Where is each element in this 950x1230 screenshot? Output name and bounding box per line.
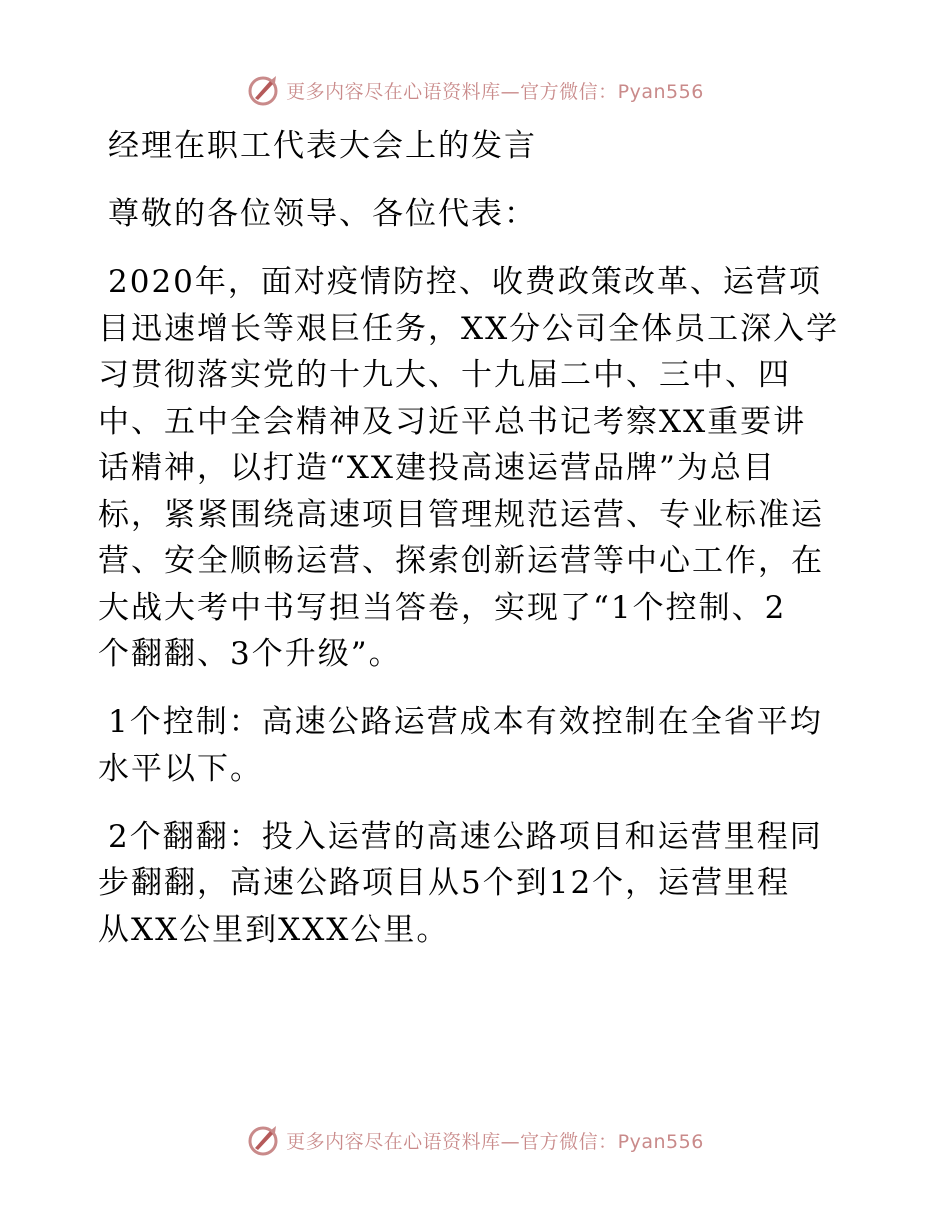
- body-line: 个翻翻、3个升级”。: [98, 636, 402, 672]
- watermark-banner-top: [0, 70, 950, 110]
- body-line: 2020年，面对疫情防控、收费政策改革、运营项: [108, 264, 822, 300]
- watermark-banner-bottom: [0, 1120, 950, 1160]
- item-1-line: 水平以下。: [98, 750, 263, 787]
- item-1-line: 1个控制：高速公路运营成本有效控制在全省平均: [108, 704, 823, 740]
- watermark-text: 更多内容尽在心语资料库—官方微信：Pyan556: [286, 80, 704, 103]
- item-2-line: 2个翻翻：投入运营的高速公路项目和运营里程同: [108, 818, 823, 855]
- watermark-text: 更多内容尽在心语资料库—官方微信：Pyan556: [286, 1130, 704, 1153]
- page-title: [98, 124, 858, 168]
- document-body: [98, 124, 858, 952]
- body-line: 目迅速增长等艰巨任务，XX分公司全体员工深入学: [98, 310, 840, 347]
- greeting: [98, 192, 858, 236]
- item-2-line: 步翻翻，高速公路项目从5个到12个，运营里程: [98, 865, 791, 901]
- body-line: 习贯彻落实党的十九大、十九届二中、三中、四: [98, 357, 791, 393]
- quill-pen-logo-icon: [246, 73, 280, 107]
- body-line: 中、五中全会精神及习近平总书记考察XX重要讲: [98, 403, 807, 440]
- title-line: 经理在职工代表大会上的发言: [108, 128, 537, 164]
- item-1-paragraph: [98, 700, 858, 791]
- body-line: 标，紧紧围绕高速项目管理规范运营、专业标准运: [98, 496, 824, 533]
- body-line: 话精神，以打造“XX建投高速运营品牌”为总目: [98, 450, 776, 486]
- greeting-line: 尊敬的各位领导、各位代表：: [108, 196, 537, 232]
- body-line: 营、安全顺畅运营、探索创新运营等中心工作，在: [98, 543, 824, 579]
- item-2-line: 从XX公里到XXX公里。: [98, 911, 450, 948]
- body-paragraph: [98, 260, 858, 676]
- quill-pen-logo-icon: [246, 1123, 280, 1157]
- body-line: 大战大考中书写担当答卷，实现了“1个控制、2: [98, 589, 787, 626]
- item-2-paragraph: [98, 815, 858, 952]
